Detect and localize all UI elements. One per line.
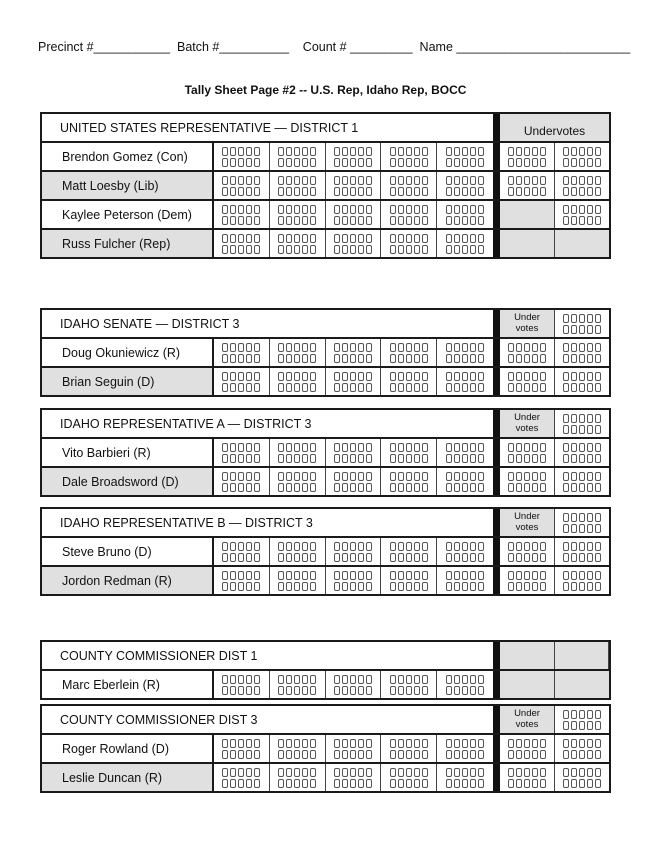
tally-cell[interactable] bbox=[270, 538, 326, 565]
tally-cell[interactable] bbox=[270, 201, 326, 228]
contest-header bbox=[40, 640, 611, 671]
tally-cell[interactable] bbox=[437, 368, 493, 395]
tally-cell[interactable] bbox=[326, 735, 382, 762]
tally-cell[interactable] bbox=[270, 172, 326, 199]
tally-cell[interactable] bbox=[326, 230, 382, 257]
candidate-name: Vito Barbieri (R) bbox=[42, 439, 214, 466]
candidate-name: Kaylee Peterson (Dem) bbox=[42, 201, 214, 228]
tally-cell[interactable] bbox=[437, 538, 493, 565]
undervotes-label: Undervotes bbox=[500, 114, 609, 141]
tally-cell[interactable] bbox=[326, 172, 382, 199]
candidate-row bbox=[40, 366, 611, 397]
undervote-tally-cell[interactable] bbox=[555, 764, 609, 791]
tally-cell[interactable] bbox=[437, 201, 493, 228]
tally-cell[interactable] bbox=[437, 230, 493, 257]
undervotes-label: Under votes bbox=[500, 509, 555, 536]
blank-undervote-cell bbox=[555, 230, 609, 257]
undervote-tally-cell[interactable] bbox=[555, 143, 609, 170]
candidate-row bbox=[40, 337, 611, 368]
undervote-tally-cell[interactable] bbox=[500, 567, 555, 594]
tally-cell[interactable] bbox=[270, 735, 326, 762]
candidate-row bbox=[40, 228, 611, 259]
tally-cell[interactable] bbox=[326, 764, 382, 791]
blank-undervote-cell bbox=[500, 230, 555, 257]
candidate-row bbox=[40, 733, 611, 764]
tally-cell[interactable] bbox=[437, 339, 493, 366]
undervote-tally-cell[interactable] bbox=[555, 735, 609, 762]
blank-undervote-cell bbox=[555, 671, 609, 698]
candidate-name: Dale Broadsword (D) bbox=[42, 468, 214, 495]
contest-header bbox=[40, 507, 611, 538]
tally-cell[interactable] bbox=[214, 439, 270, 466]
undervotes-label: Under votes bbox=[500, 410, 555, 437]
undervote-tally-cell[interactable] bbox=[555, 368, 609, 395]
undervote-tally-cell[interactable] bbox=[555, 410, 609, 437]
undervote-tally-cell[interactable] bbox=[555, 172, 609, 199]
tally-cell[interactable] bbox=[270, 439, 326, 466]
tally-cell[interactable] bbox=[270, 368, 326, 395]
tally-cell[interactable] bbox=[381, 172, 437, 199]
tally-cell[interactable] bbox=[437, 172, 493, 199]
candidate-name: Matt Loesby (Lib) bbox=[42, 172, 214, 199]
candidate-row bbox=[40, 536, 611, 567]
tally-cell[interactable] bbox=[326, 567, 382, 594]
undervote-tally-cell[interactable] bbox=[500, 339, 555, 366]
tally-cell[interactable] bbox=[214, 567, 270, 594]
blank-undervote-cell bbox=[500, 201, 555, 228]
tally-cell[interactable] bbox=[381, 567, 437, 594]
undervote-tally-cell[interactable] bbox=[500, 764, 555, 791]
undervote-tally-cell[interactable] bbox=[555, 468, 609, 495]
tally-cell[interactable] bbox=[214, 230, 270, 257]
tally-cell[interactable] bbox=[381, 439, 437, 466]
undervote-tally-cell[interactable] bbox=[555, 567, 609, 594]
undervote-tally-cell[interactable] bbox=[555, 201, 609, 228]
tally-cell[interactable] bbox=[326, 201, 382, 228]
tally-cell[interactable] bbox=[381, 468, 437, 495]
tally-cell[interactable] bbox=[381, 230, 437, 257]
candidate-name: Roger Rowland (D) bbox=[42, 735, 214, 762]
candidate-name: Jordon Redman (R) bbox=[42, 567, 214, 594]
candidate-row bbox=[40, 170, 611, 201]
undervote-tally-cell[interactable] bbox=[500, 368, 555, 395]
candidate-row bbox=[40, 141, 611, 172]
contest-title: IDAHO REPRESENTATIVE B — DISTRICT 3 bbox=[60, 515, 313, 530]
undervote-tally-cell[interactable] bbox=[500, 143, 555, 170]
tally-cell[interactable] bbox=[326, 143, 382, 170]
tally-cell[interactable] bbox=[214, 201, 270, 228]
candidate-name: Leslie Duncan (R) bbox=[42, 764, 214, 791]
blank-undervote-cell bbox=[500, 671, 555, 698]
tally-cell[interactable] bbox=[437, 671, 493, 698]
blank-undervote-cell bbox=[555, 642, 610, 669]
tally-cell[interactable] bbox=[437, 567, 493, 594]
undervote-tally-cell[interactable] bbox=[555, 509, 609, 536]
candidate-row bbox=[40, 437, 611, 468]
candidate-row bbox=[40, 762, 611, 793]
tally-cell[interactable] bbox=[437, 735, 493, 762]
tally-cell[interactable] bbox=[381, 368, 437, 395]
undervote-tally-cell[interactable] bbox=[500, 735, 555, 762]
tally-cell[interactable] bbox=[270, 339, 326, 366]
tally-cell[interactable] bbox=[214, 735, 270, 762]
tally-cell[interactable] bbox=[381, 201, 437, 228]
tally-cell[interactable] bbox=[214, 468, 270, 495]
tally-cell[interactable] bbox=[326, 368, 382, 395]
tally-cell[interactable] bbox=[381, 143, 437, 170]
candidate-row bbox=[40, 669, 611, 700]
candidate-name: Brendon Gomez (Con) bbox=[42, 143, 214, 170]
contest-title: IDAHO SENATE — DISTRICT 3 bbox=[60, 316, 240, 331]
tally-cell[interactable] bbox=[326, 439, 382, 466]
tally-cell[interactable] bbox=[381, 764, 437, 791]
candidate-row bbox=[40, 565, 611, 596]
tally-cell[interactable] bbox=[326, 671, 382, 698]
tally-cell[interactable] bbox=[270, 671, 326, 698]
tally-cell[interactable] bbox=[214, 538, 270, 565]
tally-cell[interactable] bbox=[381, 339, 437, 366]
tally-cell[interactable] bbox=[437, 439, 493, 466]
tally-cell[interactable] bbox=[214, 368, 270, 395]
undervote-tally-cell[interactable] bbox=[500, 538, 555, 565]
tally-cell[interactable] bbox=[437, 143, 493, 170]
candidate-row bbox=[40, 466, 611, 497]
undervotes-label: Under votes bbox=[500, 310, 555, 337]
tally-cell[interactable] bbox=[381, 671, 437, 698]
header-fields: Precinct #___________ Batch #__________ Count # _________ Name _________________________ bbox=[38, 40, 631, 54]
undervote-tally-cell[interactable] bbox=[500, 468, 555, 495]
tally-cell[interactable] bbox=[381, 538, 437, 565]
contest-header bbox=[40, 308, 611, 339]
page-title: Tally Sheet Page #2 -- U.S. Rep, Idaho Rep, BOCC bbox=[184, 83, 467, 97]
undervote-tally-cell[interactable] bbox=[555, 439, 609, 466]
contest-title: IDAHO REPRESENTATIVE A — DISTRICT 3 bbox=[60, 416, 312, 431]
undervote-tally-cell[interactable] bbox=[500, 439, 555, 466]
tally-cell[interactable] bbox=[270, 567, 326, 594]
tally-cell[interactable] bbox=[437, 764, 493, 791]
candidate-name: Russ Fulcher (Rep) bbox=[42, 230, 214, 257]
tally-cell[interactable] bbox=[270, 230, 326, 257]
contest-header bbox=[40, 112, 611, 143]
blank-undervote-cell bbox=[500, 642, 555, 669]
undervote-tally-cell[interactable] bbox=[555, 538, 609, 565]
contest-title: UNITED STATES REPRESENTATIVE — DISTRICT 1 bbox=[60, 120, 359, 135]
candidate-name: Brian Seguin (D) bbox=[42, 368, 214, 395]
tally-cell[interactable] bbox=[214, 671, 270, 698]
tally-cell[interactable] bbox=[326, 468, 382, 495]
contest-title: COUNTY COMMISSIONER DIST 3 bbox=[60, 712, 258, 727]
undervote-tally-cell[interactable] bbox=[555, 339, 609, 366]
tally-cell[interactable] bbox=[270, 764, 326, 791]
tally-cell[interactable] bbox=[381, 735, 437, 762]
undervote-tally-cell[interactable] bbox=[555, 310, 609, 337]
contest-header bbox=[40, 408, 611, 439]
undervote-tally-cell[interactable] bbox=[555, 706, 609, 733]
contest-title: COUNTY COMMISSIONER DIST 1 bbox=[60, 648, 258, 663]
tally-cell[interactable] bbox=[270, 143, 326, 170]
contest-header bbox=[40, 704, 611, 735]
tally-cell[interactable] bbox=[214, 764, 270, 791]
tally-cell[interactable] bbox=[214, 143, 270, 170]
tally-cell[interactable] bbox=[270, 468, 326, 495]
tally-cell[interactable] bbox=[326, 339, 382, 366]
tally-cell[interactable] bbox=[437, 468, 493, 495]
undervotes-label: Under votes bbox=[500, 706, 555, 733]
tally-cell[interactable] bbox=[214, 339, 270, 366]
candidate-name: Doug Okuniewicz (R) bbox=[42, 339, 214, 366]
candidate-name: Marc Eberlein (R) bbox=[42, 671, 214, 698]
candidate-name: Steve Bruno (D) bbox=[42, 538, 214, 565]
candidate-row bbox=[40, 199, 611, 230]
tally-cell[interactable] bbox=[214, 172, 270, 199]
tally-cell[interactable] bbox=[326, 538, 382, 565]
undervote-tally-cell[interactable] bbox=[500, 172, 555, 199]
